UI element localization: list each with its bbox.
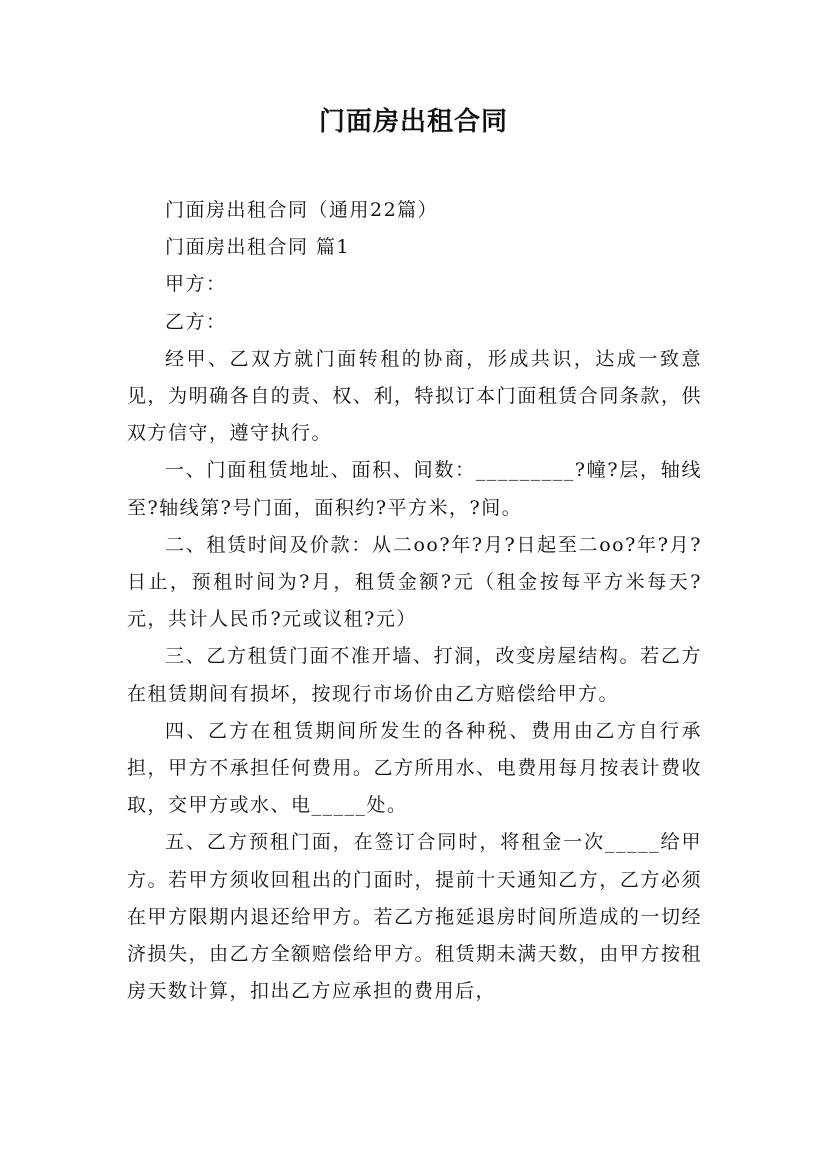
party-a-line: 甲方： — [165, 273, 227, 296]
preamble-paragraph: 经甲、乙双方就门面转租的协商，形成共识，达成一致意见，为明确各自的责、权、利，特拟订本门面租赁合同条款，供双方信守，遵守执行。 — [127, 347, 702, 445]
document-body — [127, 192, 702, 1010]
section-heading: 门面房出租合同 篇1 — [165, 236, 351, 259]
party-b-line: 乙方： — [165, 310, 227, 333]
clause-1-paragraph: 一、门面租赁地址、面积、间数：_________?幢?层，轴线至?轴线第?号门面，面积约?平方米，?间。 — [127, 459, 702, 519]
clause-2-paragraph: 二、租赁时间及价款：从二oo?年?月?日起至二oo?年?月?日止，预租时间为?月，租赁金额?元（租金按每平方米每天?元，共计人民币?元或议租?元） — [127, 533, 702, 631]
document-title: 门面房出租合同 — [318, 107, 508, 137]
subtitle-paragraph: 门面房出租合同（通用22篇） — [165, 199, 439, 221]
clause-4-paragraph: 四、乙方在租赁期间所发生的各种税、费用由乙方自行承担，甲方不承担任何费用。乙方所用水、电费用每月按表计费收取，交甲方或水、电_____处。 — [127, 719, 702, 817]
clause-5-paragraph: 五、乙方预租门面，在签订合同时，将租金一次_____给甲方。若甲方须收回租出的门面时，提前十天通知乙方，乙方必须在甲方限期内退还给甲方。若乙方拖延退房时间所造成的一切经济损失，由乙方全额赔偿给甲方。租赁期未满天数，由甲方按租房天数计算，扣出乙方应承担的费用后， — [127, 831, 702, 1003]
clause-3-paragraph: 三、乙方租赁门面不准开墙、打洞，改变房屋结构。若乙方在租赁期间有损坏，按现行市场价由乙方赔偿给甲方。 — [127, 645, 702, 705]
